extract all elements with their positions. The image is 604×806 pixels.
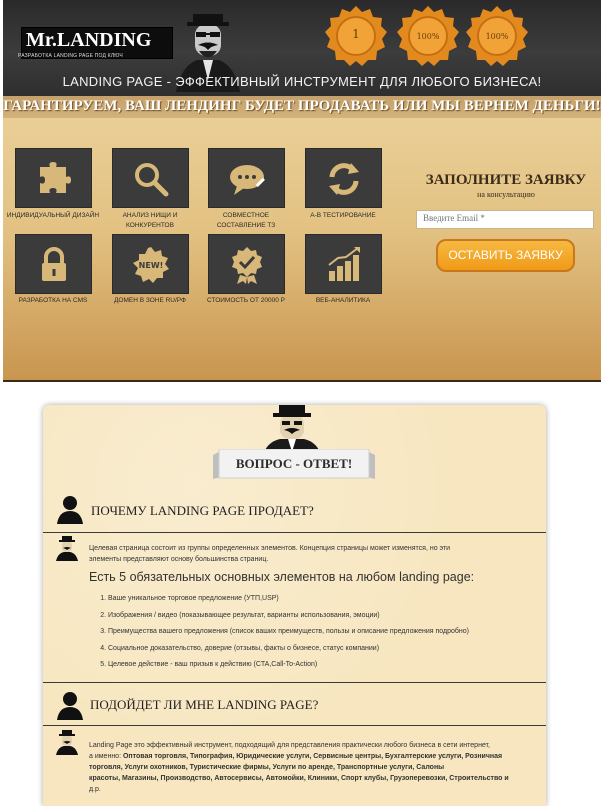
feature-label: A-B ТЕСТИРОВАНИЕ bbox=[310, 212, 376, 219]
industry-list: Оптовая торговля, Типография, Юридические услуги, Сервисные центры, Бухгалтерские услуги, Розничная bbox=[122, 753, 503, 760]
answer-text-line: элементы представляют основу большинства страниц. bbox=[89, 556, 269, 563]
award-icon bbox=[227, 245, 267, 285]
answer-text-line: Целевая страница состоит из группы определенных элементов. Концепция страницы может изменятся, но эти bbox=[89, 545, 451, 552]
feature-label: ИНДИВИДУАЛЬНЫЙ ДИЗАЙН bbox=[6, 212, 100, 219]
user-silhouette-icon bbox=[56, 494, 84, 524]
answer-text-line: Landing Page это эффективный инструмент, подходящий для представления практически любого бизнеса в сети интернет, bbox=[89, 742, 490, 749]
divider bbox=[43, 682, 546, 683]
guarantee-seal-icon bbox=[465, 4, 529, 68]
feature-label: СТОИМОСТЬ ОТ 20000 Р bbox=[207, 297, 285, 304]
lock-icon bbox=[34, 245, 74, 285]
question-title[interactable]: ПОДОЙДЕТ ЛИ МНЕ LANDING PAGE? bbox=[90, 697, 319, 712]
feature-tile-price[interactable] bbox=[208, 234, 285, 294]
divider bbox=[43, 725, 546, 726]
answer-text-line bbox=[89, 751, 502, 762]
divider bbox=[43, 532, 546, 533]
refresh-icon bbox=[324, 159, 364, 199]
feature-tile-analytics[interactable] bbox=[305, 234, 382, 294]
magnifier-icon bbox=[131, 159, 171, 199]
top-bar bbox=[3, 0, 601, 96]
answer-avatar-icon bbox=[54, 535, 80, 561]
form-title: ЗАПОЛНИТЕ ЗАЯВКУ bbox=[425, 172, 587, 188]
tagline: LANDING PAGE - ЭФФЕКТИВНЫЙ ИНСТРУМЕНТ ДЛЯ ЛЮБОГО БИЗНЕСА! bbox=[62, 74, 542, 89]
list-item: 1. Ваше уникальное торговое предложение (УТП,USP) bbox=[108, 591, 536, 608]
main-headline: ГАРАНТИРУЕМ, ВАШ ЛЕНДИНГ БУДЕТ ПРОДАВАТЬ ИЛИ МЫ ВЕРНЕМ ДЕНЬГИ! bbox=[3, 98, 601, 114]
puzzle-icon bbox=[34, 159, 74, 199]
feature-tile-cms[interactable] bbox=[15, 234, 92, 294]
industry-list: красоты, Магазины, Производство, Автосервисы, Автомойки, Клиники, Спорт клубы, Грузоперевозки, Строительство и bbox=[89, 775, 509, 782]
submit-request-button[interactable]: ОСТАВИТЬ ЗАЯВКУ bbox=[436, 239, 575, 272]
elements-list bbox=[96, 591, 536, 674]
feature-label: АНАЛИЗ НИЩИ И КОНКУРЕНТОВ bbox=[122, 212, 178, 229]
list-item: 3. Преимущества вашего предложения (список ваших преимуществ, пользы и описание предложения подробно) bbox=[108, 624, 536, 641]
chat-icon bbox=[227, 159, 267, 199]
logo-subtitle: РАЗРАБОТКА LANDING PAGE ПОД КЛЮЧ bbox=[18, 53, 123, 59]
feature-tile-ab[interactable] bbox=[305, 148, 382, 208]
question-title[interactable]: ПОЧЕМУ LANDING PAGE ПРОДАЕТ? bbox=[91, 503, 314, 518]
quality-seal-icon bbox=[396, 4, 460, 68]
feature-label: РАЗРАБОТКА НА CMS bbox=[18, 297, 88, 304]
answer-avatar-icon bbox=[54, 729, 80, 755]
feature-tile-spec[interactable] bbox=[208, 148, 285, 208]
answer-text-line: д.р. bbox=[89, 786, 101, 793]
logo-text: Mr.LANDING bbox=[26, 29, 152, 51]
new-badge-text: NEW! bbox=[138, 261, 164, 270]
feature-tile-analysis[interactable] bbox=[112, 148, 189, 208]
answer-highlight: Есть 5 обязательных основных элементов на любом landing page: bbox=[89, 570, 475, 584]
email-field[interactable]: Введите Email * bbox=[416, 210, 594, 229]
feature-label: СОВМЕСТНОЕ СОСТАВЛЕНИЕ ТЗ bbox=[216, 212, 276, 229]
analytics-icon bbox=[324, 245, 364, 285]
new-badge-icon bbox=[131, 245, 171, 285]
hero-section bbox=[3, 0, 601, 382]
answer-text-prefix: а именно: bbox=[89, 753, 123, 760]
quality-seal-icon bbox=[324, 4, 388, 68]
feature-tile-design[interactable] bbox=[15, 148, 92, 208]
form-subtitle: на консультацию bbox=[477, 190, 535, 199]
list-item: 5. Целевое действие - ваш призыв к действию (CTA,Call-To-Action) bbox=[108, 657, 536, 674]
user-silhouette-icon bbox=[56, 690, 84, 720]
list-item: 4. Социальное доказательство, доверие (отзывы, факты о бизнесе, статус компании) bbox=[108, 641, 536, 658]
list-item: 2. Изображения / видео (показывающее результат, варианты использования, эмоции) bbox=[108, 608, 536, 625]
seal-label: 100% bbox=[416, 32, 440, 41]
feature-tile-domain[interactable] bbox=[112, 234, 189, 294]
seal-label: 100% bbox=[485, 32, 509, 41]
feature-label: ДОМЕН В ЗОНЕ RU/РФ bbox=[114, 297, 186, 304]
feature-label: ВЕБ-АНАЛИТИКА bbox=[315, 297, 371, 304]
seal-label: 1 bbox=[352, 27, 360, 41]
faq-banner-text: ВОПРОС - ОТВЕТ! bbox=[235, 456, 353, 471]
industry-list: торговля, Услуги охотников, Туристические фирмы, Услуги по аренде, Транспортные услуги, Салоны bbox=[89, 764, 445, 771]
